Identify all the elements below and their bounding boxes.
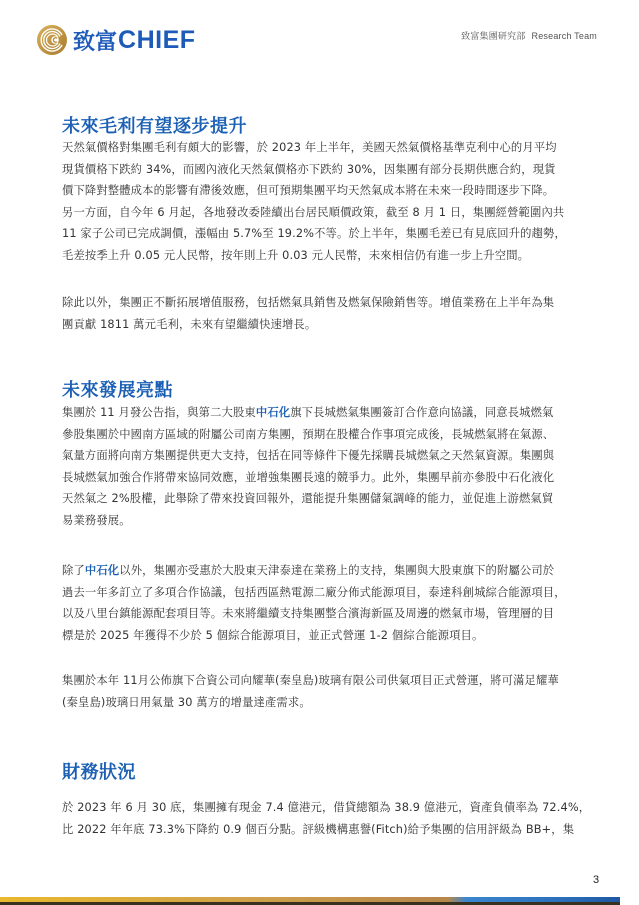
section-title-gross-margin: 未來毛利有望逐步提升 [62,116,247,137]
logo-chinese-text: 致富 [73,29,118,55]
section-title-financial: 財務狀況 [62,762,136,783]
paragraph-yaohua-glass: 集團於本年 11月公佈旗下合資公司向耀華(秦皇島)玻璃有限公司供氣項目正式營運，將可滿足耀華 (秦皇島)玻璃日用氣量 30 萬方的增量達產需求。 [62,674,559,709]
paragraph-teda-support: 除了中石化以外，集團亦受惠於大股東天津泰達在業務上的支持，集團與大股東旗下的附屬公司於 過去一年多訂立了多項合作協議，包括西區熱電源二廠分佈式能源項目，泰達科創城綜合能源項目， 以及八里台鎮能源配套項目等。未來將繼續支持集團整合濱海新區及周邊的燃氣市場，管理層的目 標是於 2025 年獲得不少於 5 個綜合能源項目，並正式營運 1-2 個綜合能源項目。 [62,564,566,642]
footer-bar-end [620,897,639,905]
department-label [461,29,597,42]
paragraph-sinopec-agreement: 集團於 11 月發公告指，與第二大股東中石化旗下長城燃氣集團簽訂合作意向協議，同意長城燃氣 參股集團於中國南方區域的附屬公司南方集團，預期在股權合作事項完成後，長城燃氣將在氣源、 氣量方面將向南方集團提供更大支持，包括在同等條件下優先採購長城燃氣之天然氣資源。集團與 長城燃氣加強合作將帶來協同效應，並增強集團長遠的競爭力。此外，集團早前亦參股中石化液化 天然氣之 2%股權，此舉除了帶來投資回報外，還能提升集團儲氣調峰的能力，並促進上游燃氣貿 易業務發展。 [62,406,555,527]
page-header [0,0,639,80]
highlight-sinopec: 中石化 [255,406,291,419]
chief-logo [36,24,196,56]
paragraph-gas-price: 天然氣價格對集團毛利有頗大的影響，於 2023 年上半年，美國天然氣價格基準克利中心的月平均 現貨價格下跌約 34%，而國內液化天然氣價格亦下跌約 30%，因集團有部分長期供應合約，現貨 價下降對整體成本的影響有滯後效應，但可預期集團平均天然氣成本將在未來一段時間逐步下降。 另一方面，自今年 6 月起，各地發改委陸續出台居民順價政策，截至 8 月 1 日，集團經營範圍內共 11 家子公司已完成調價，漲幅由 5.7%至 19.2%不等。於上半年，集團毛差已有見底回升的趨勢， 毛差按季上升 0.05 元人民幣，按年則上升 0.03 元人民幣，未來相信仍有進一步上升空間。 [62,141,566,262]
paragraph-value-added: 除此以外，集團正不斷拓展增值服務，包括燃氣具銷售及燃氣保險銷售等。增值業務在上半年為集 團貢獻 1811 萬元毛利，未來有望繼續快速增長。 [62,296,555,331]
highlight-sinopec: 中石化 [84,564,120,577]
section-title-highlights: 未來發展亮點 [62,380,173,401]
department-en: Research Team [531,31,597,41]
chief-logo-mark-icon [36,24,68,56]
paragraph-financial-position: 於 2023 年 6 月 30 底，集團擁有現金 7.4 億港元，借貸總額為 38.9 億港元，資產負債率為 72.4%， 比 2022 年年底 73.3%下降約 0.9 個百分點。評級機構惠譽(Fitch)給予集團的信用評級為 BB+，集 [62,801,591,836]
logo-english-text: CHIEF [118,25,196,54]
department-cn: 致富集團研究部 [461,32,526,42]
page-number: 3 [593,874,600,886]
